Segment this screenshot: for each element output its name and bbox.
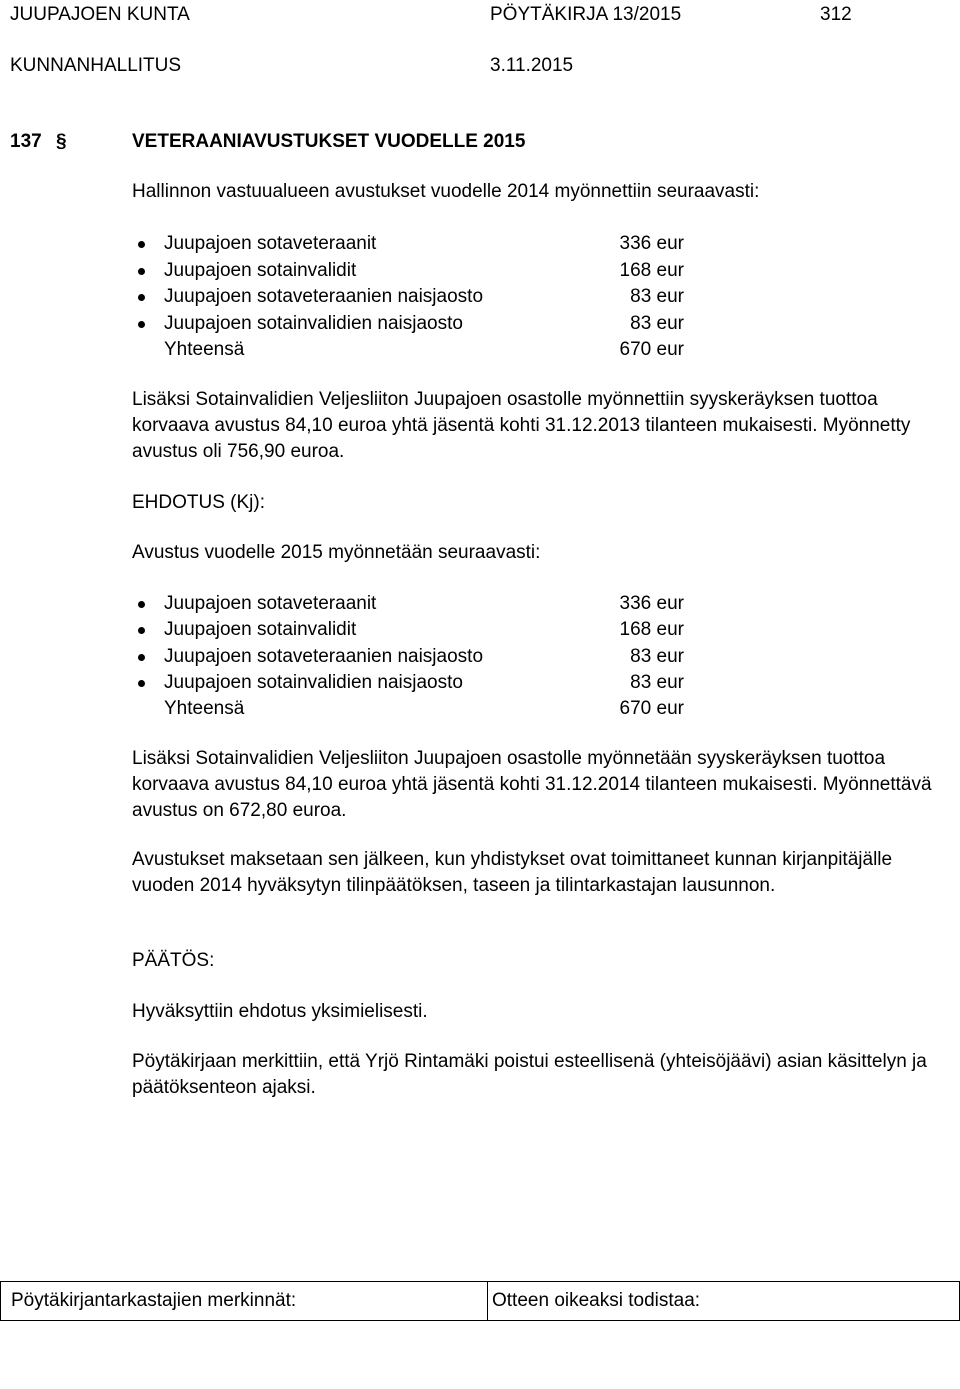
total-row (132, 696, 692, 722)
grant-name: Juupajoen sotainvalidien naisjaosto (164, 313, 463, 334)
grant-amount: 83 eur (630, 646, 684, 667)
list-item (132, 284, 692, 310)
grant-name: Juupajoen sotaveteraanit (164, 593, 377, 614)
header-body: KUNNANHALLITUS (10, 55, 182, 76)
grant-name: Juupajoen sotainvalidit (164, 619, 357, 640)
header-doc: PÖYTÄKIRJA 13/2015 (490, 4, 682, 25)
grant-name: Juupajoen sotainvalidit (164, 260, 357, 281)
list-item (132, 617, 692, 643)
list-item (132, 591, 692, 617)
bullet-icon (138, 601, 145, 608)
footer-cell-certification (488, 1282, 959, 1320)
grant-name: Juupajoen sotaveteraanien naisjaosto (164, 286, 484, 307)
total-label: Yhteensä (164, 698, 245, 719)
grant-amount: 83 eur (630, 672, 684, 693)
decision-text: Hyväksyttiin ehdotus yksimielisesti. (132, 1001, 428, 1022)
list-item (132, 231, 692, 257)
grant-amount: 83 eur (630, 286, 684, 307)
header-org: JUUPAJOEN KUNTA (10, 4, 190, 25)
bullet-icon (138, 654, 145, 661)
bullet-icon (138, 627, 145, 634)
grant-amount: 336 eur (619, 593, 684, 614)
payment-note: Avustukset maksetaan sen jälkeen, kun yhdistykset ovat toimittaneet kunnan kirjanpitäjälle vuoden 2014 hyväksytyn tilinpäätöksen, taseen ja tilintarkastajan lausunnon. (132, 849, 893, 896)
total-label: Yhteensä (164, 339, 245, 360)
grant-amount: 168 eur (619, 260, 684, 281)
grant-name: Juupajoen sotaveteraanit (164, 233, 377, 254)
grant-amount: 168 eur (619, 619, 684, 640)
proposal-intro: Avustus vuodelle 2015 myönnetään seuraavasti: (132, 542, 541, 563)
list-item (132, 258, 692, 284)
section-title: VETERAANIAVUSTUKSET VUODELLE 2015 (132, 131, 526, 152)
list-item (132, 311, 692, 337)
footer-certification-label: Otteen oikeaksi todistaa: (492, 1290, 701, 1311)
section-number: 137 (10, 131, 42, 152)
total-amount: 670 eur (619, 698, 684, 719)
bullet-icon (138, 294, 145, 301)
extra-grant-2014-text: Lisäksi Sotainvalidien Veljesliiton Juupajoen osastolle myönnettiin syyskeräyksen tuottoa korvaava avustus 84,10 euroa yhtä jäsentä kohti 31.12.2013 tilanteen mukaisesti. Myönnetty avustus oli 756,90 euroa. (132, 389, 911, 462)
bullet-icon (138, 241, 145, 248)
footer-signature-table (0, 1281, 960, 1321)
section-symbol: § (56, 131, 67, 152)
list-item (132, 644, 692, 670)
grant-amount: 83 eur (630, 313, 684, 334)
grant-name: Juupajoen sotaveteraanien naisjaosto (164, 646, 484, 667)
header-page-number: 312 (820, 4, 852, 25)
proposal-heading: EHDOTUS (Kj): (132, 492, 265, 513)
bullet-icon (138, 680, 145, 687)
decision-heading: PÄÄTÖS: (132, 950, 215, 971)
header-date: 3.11.2015 (490, 55, 574, 76)
total-amount: 670 eur (619, 339, 684, 360)
recusal-note: Pöytäkirjaan merkittiin, että Yrjö Rintamäki poistui esteellisenä (yhteisöjäävi) asian käsittelyn ja päätöksenteon ajaksi. (132, 1051, 927, 1098)
bullet-icon (138, 321, 145, 328)
grant-name: Juupajoen sotainvalidien naisjaosto (164, 672, 463, 693)
extra-grant-2015-text: Lisäksi Sotainvalidien Veljesliiton Juupajoen osastolle myönnetään syyskeräyksen tuottoa korvaava avustus 84,10 euroa yhtä jäsentä kohti 31.12.2014 tilanteen mukaisesti. Myönnettävä avustus on 672,80 euroa. (132, 748, 932, 821)
grant-amount: 336 eur (619, 233, 684, 254)
total-row (132, 337, 692, 363)
intro-text: Hallinnon vastuualueen avustukset vuodelle 2014 myönnettiin seuraavasti: (132, 181, 760, 202)
footer-reviewers-label: Pöytäkirjantarkastajien merkinnät: (11, 1290, 297, 1311)
list-item (132, 670, 692, 696)
footer-cell-reviewers (1, 1282, 488, 1320)
bullet-icon (138, 268, 145, 275)
